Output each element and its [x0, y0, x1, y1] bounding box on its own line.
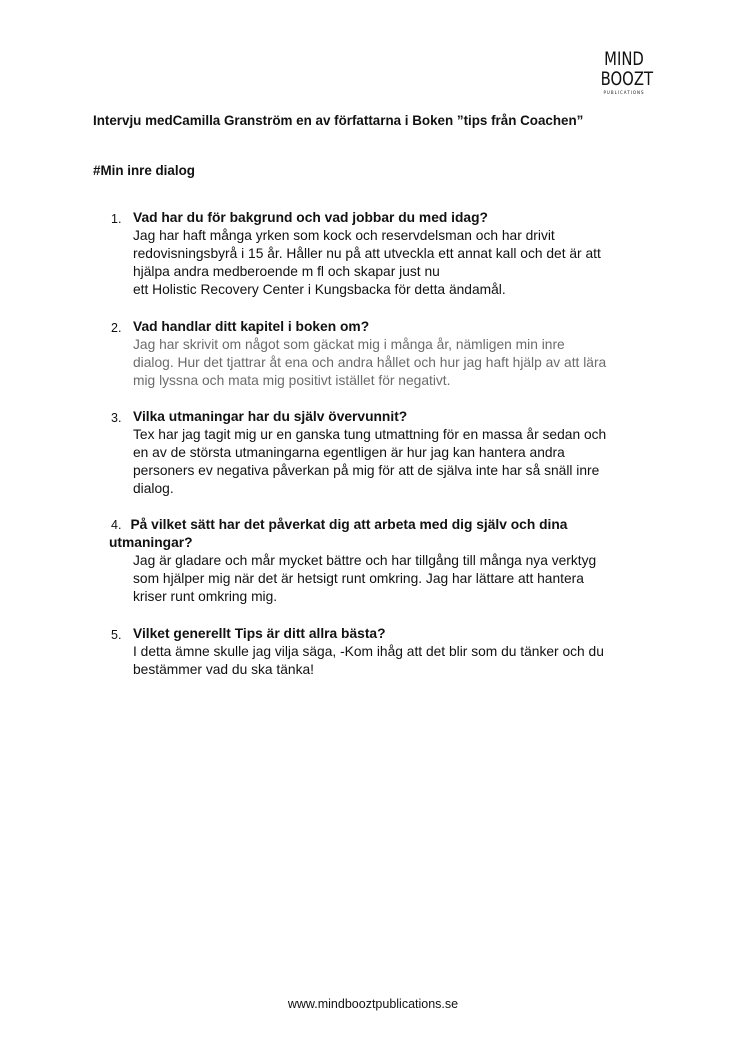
item-number: 1.: [111, 212, 122, 226]
question-line: utmaningar?: [109, 535, 193, 550]
qa-item-2: [111, 318, 671, 390]
document-title: Intervju medCamilla Granström en av författarna i Boken ”tips från Coachen”: [93, 113, 584, 128]
answer-line: redovisningsbyrå i 15 år. Håller nu på att utveckla ett annat kall och det är att: [133, 246, 601, 261]
qa-item-1: [111, 209, 671, 299]
question: Vad handlar ditt kapitel i boken om?: [133, 319, 370, 334]
answer-line: personers ev negativa påverkan på mig för att de själva inte har så snäll inre: [133, 463, 600, 478]
answer-line: ett Holistic Recovery Center i Kungsbacka för detta ändamål.: [133, 282, 506, 297]
question: Vilket generellt Tips är ditt allra bästa?: [133, 626, 386, 641]
answer-line: Jag har skrivit om något som gäckat mig i många år, nämligen min inre: [133, 337, 565, 352]
answer-line: Tex har jag tagit mig ur en ganska tung utmattning för en massa år sedan och: [133, 427, 607, 442]
answer-line: Jag är gladare och mår mycket bättre och har tillgång till många nya verktyg: [133, 553, 597, 568]
mindboozt-logo: [594, 50, 654, 95]
answer-line: bestämmer vad du ska tänka!: [133, 662, 314, 677]
answer-line: mig lyssna och mata mig positivt istället för negativt.: [133, 373, 451, 388]
question: Vad har du för bakgrund och vad jobbar du med idag?: [133, 210, 488, 225]
item-number: 4.: [111, 518, 122, 532]
answer-line: kriser runt omkring mig.: [133, 589, 278, 604]
answer-line: Jag har haft många yrken som kock och reservdelsman och har drivit: [133, 228, 555, 243]
answer-line: dialog.: [133, 481, 174, 496]
logo-line-2: BOOZT: [600, 68, 654, 90]
answer-line: dialog. Hur det tjattrar åt ena och andra hållet och hur jag haft hjälp av att lära: [133, 355, 607, 370]
item-number: 5.: [111, 628, 122, 642]
answer-line: en av de största utmaningarna egentligen är hur jag kan hantera andra: [133, 445, 565, 460]
answer-line: I detta ämne skulle jag vilja säga, -Kom ihåg att det blir som du tänker och du: [133, 644, 604, 659]
answer-line: som hjälper mig när det är hetsigt runt omkring. Jag har lättare att hantera: [133, 571, 584, 586]
question: Vilka utmaningar har du själv övervunnit?: [133, 409, 408, 424]
qa-item-5: [111, 625, 671, 679]
item-number: 2.: [111, 321, 122, 335]
item-number: 3.: [111, 411, 122, 425]
footer-url: www.mindbooztpublications.se: [287, 997, 459, 1011]
answer-line: hjälpa andra medberoende m fl och skapar just nu: [133, 264, 440, 279]
question-line: På vilket sätt har det påverkat dig att arbeta med dig själv och dina: [130, 517, 568, 532]
logo-line-1: MIND: [604, 48, 644, 70]
question: [111, 516, 671, 534]
qa-item-4: [111, 516, 671, 606]
section-heading: #Min inre dialog: [93, 163, 195, 178]
logo-line-3: PUBLICATIONS: [603, 90, 645, 95]
qa-item-3: [111, 408, 671, 498]
